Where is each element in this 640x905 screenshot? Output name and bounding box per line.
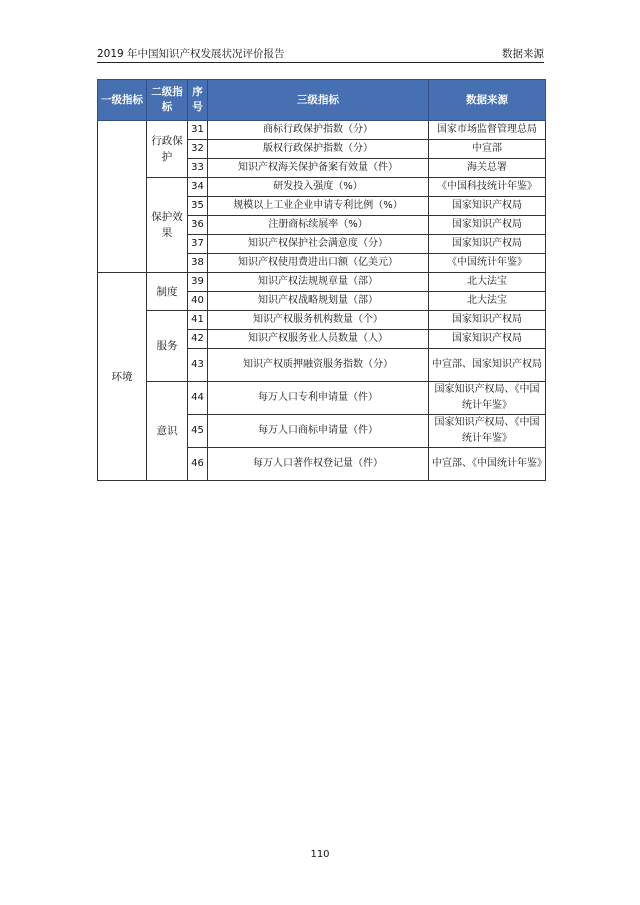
seq-cell: 46 [188, 448, 208, 481]
source-cell: 国家市场监督管理总局 [429, 121, 546, 140]
header-source: 数据来源 [429, 80, 546, 121]
seq-cell: 38 [188, 254, 208, 273]
seq-cell: 31 [188, 121, 208, 140]
source-cell: 国家知识产权局 [429, 235, 546, 254]
indicator-cell: 每万人口商标申请量（件） [208, 415, 429, 448]
header-seq: 序号 [188, 80, 208, 121]
table-row [98, 121, 546, 140]
source-cell: 中宣部 [429, 140, 546, 159]
indicator-cell: 版权行政保护指数（分） [208, 140, 429, 159]
header-level2: 二级指标 [147, 80, 188, 121]
seq-cell: 35 [188, 197, 208, 216]
level2-cell: 服务 [147, 311, 188, 382]
indicator-cell: 商标行政保护指数（分） [208, 121, 429, 140]
indicator-cell: 每万人口著作权登记量（件） [208, 448, 429, 481]
seq-cell: 36 [188, 216, 208, 235]
section-title: 数据来源 [502, 48, 544, 60]
indicator-cell: 研发投入强度（%） [208, 178, 429, 197]
source-cell: 北大法宝 [429, 292, 546, 311]
indicator-cell: 知识产权战略规划量（部） [208, 292, 429, 311]
report-title: 2019 年中国知识产权发展状况评价报告 [97, 48, 285, 60]
seq-cell: 43 [188, 349, 208, 382]
indicator-cell: 注册商标续展率（%） [208, 216, 429, 235]
indicator-cell: 知识产权海关保护备案有效量（件） [208, 159, 429, 178]
table-row [98, 382, 546, 415]
page-header [97, 44, 544, 63]
source-cell: 国家知识产权局 [429, 311, 546, 330]
level1-cell [98, 121, 147, 273]
source-cell: 国家知识产权局 [429, 330, 546, 349]
seq-cell: 42 [188, 330, 208, 349]
seq-cell: 44 [188, 382, 208, 415]
source-cell: 国家知识产权局 [429, 197, 546, 216]
indicator-cell: 知识产权服务机构数量（个） [208, 311, 429, 330]
indicator-cell: 知识产权质押融资服务指数（分） [208, 349, 429, 382]
table-row [98, 178, 546, 197]
level1-cell: 环境 [98, 273, 147, 481]
seq-cell: 34 [188, 178, 208, 197]
source-cell: 国家知识产权局、《中国统计年鉴》 [429, 382, 546, 415]
level2-cell: 意识 [147, 382, 188, 481]
source-cell: 国家知识产权局 [429, 216, 546, 235]
indicator-cell: 知识产权法规规章量（部） [208, 273, 429, 292]
indicator-cell: 知识产权保护社会满意度（分） [208, 235, 429, 254]
seq-cell: 45 [188, 415, 208, 448]
source-cell: 北大法宝 [429, 273, 546, 292]
seq-cell: 32 [188, 140, 208, 159]
seq-cell: 39 [188, 273, 208, 292]
source-cell: 中宣部、国家知识产权局 [429, 349, 546, 382]
table-header-row [98, 80, 546, 121]
seq-cell: 33 [188, 159, 208, 178]
seq-cell: 37 [188, 235, 208, 254]
source-cell: 中宣部、《中国统计年鉴》 [429, 448, 546, 481]
source-cell: 国家知识产权局、《中国统计年鉴》 [429, 415, 546, 448]
header-level1: 一级指标 [98, 80, 147, 121]
indicator-cell: 规模以上工业企业申请专利比例（%） [208, 197, 429, 216]
source-cell: 《中国统计年鉴》 [429, 254, 546, 273]
seq-cell: 41 [188, 311, 208, 330]
indicator-cell: 知识产权使用费进出口额（亿美元） [208, 254, 429, 273]
header-level3: 三级指标 [208, 80, 429, 121]
table-row [98, 273, 546, 292]
seq-cell: 40 [188, 292, 208, 311]
level2-cell: 保护效果 [147, 178, 188, 273]
page-number: 110 [310, 849, 330, 860]
indicator-table [97, 79, 546, 481]
level2-cell: 行政保护 [147, 121, 188, 178]
indicator-cell: 知识产权服务业人员数量（人） [208, 330, 429, 349]
source-cell: 《中国科技统计年鉴》 [429, 178, 546, 197]
source-cell: 海关总署 [429, 159, 546, 178]
table-row [98, 311, 546, 330]
indicator-cell: 每万人口专利申请量（件） [208, 382, 429, 415]
level2-cell: 制度 [147, 273, 188, 311]
